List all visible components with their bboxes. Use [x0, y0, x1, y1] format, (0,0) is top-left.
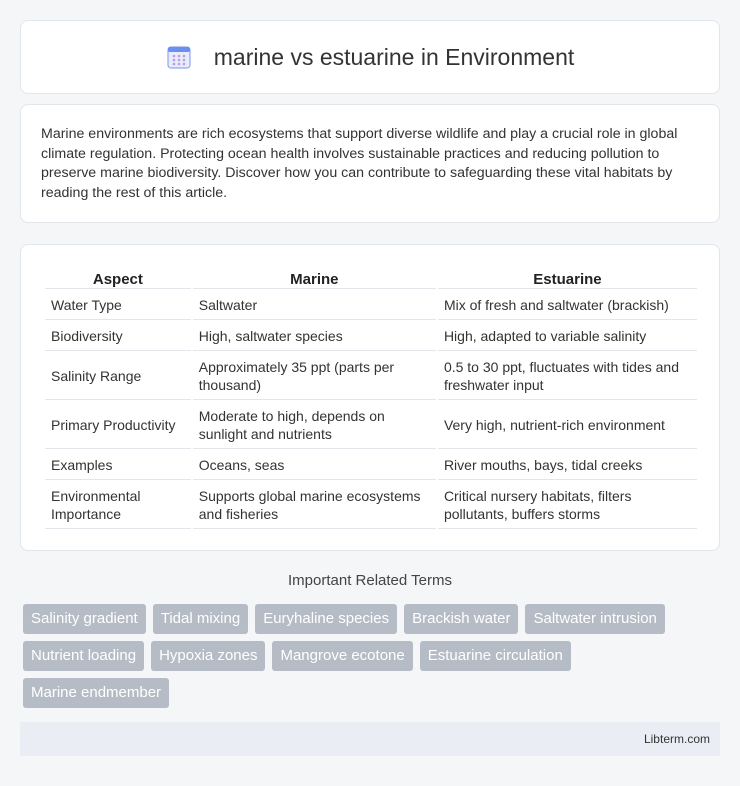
table-row [45, 451, 697, 480]
related-term-tag[interactable]: Marine endmember [23, 678, 169, 708]
footer-site-link[interactable]: Libterm.com [643, 732, 710, 746]
footer [20, 722, 720, 756]
table-cell: Salinity Range [45, 353, 191, 400]
table-cell: Approximately 35 ppt (parts per thousand) [193, 353, 436, 400]
table-cell: Mix of fresh and saltwater (brackish) [438, 291, 697, 320]
table-cell: Examples [45, 451, 191, 480]
table-row [45, 291, 697, 320]
header-aspect: Aspect [45, 267, 191, 289]
related-term-tag[interactable]: Brackish water [404, 604, 518, 634]
table-cell: Critical nursery habitats, filters pollutants, buffers storms [438, 482, 697, 529]
table-row [45, 353, 697, 400]
table-row [45, 402, 697, 449]
related-term-tag[interactable]: Nutrient loading [23, 641, 144, 671]
table-header-row [45, 267, 697, 289]
table-cell: Very high, nutrient-rich environment [438, 402, 697, 449]
comparison-table [43, 265, 699, 531]
related-term-tag[interactable]: Estuarine circulation [420, 641, 571, 671]
related-term-tag[interactable]: Saltwater intrusion [525, 604, 664, 634]
related-terms-list [23, 604, 723, 708]
header-estuarine: Estuarine [438, 267, 697, 289]
intro-text: Marine environments are rich ecosystems that support diverse wildlife and play a crucial role in global climate regulation. Protecting ocean health involves sustainable practices and reducing pollution to preserve marine biodiversity. Discover how you can contribute to safeguarding these vital habitats by reading the rest of this article. [41, 126, 678, 201]
related-term-tag[interactable]: Mangrove ecotone [272, 641, 412, 671]
table-cell: 0.5 to 30 ppt, fluctuates with tides and freshwater input [438, 353, 697, 400]
header-card [20, 20, 720, 94]
related-term-tag[interactable]: Hypoxia zones [151, 641, 265, 671]
table-cell: Saltwater [193, 291, 436, 320]
table-cell: High, adapted to variable salinity [438, 322, 697, 351]
calendar-icon [166, 44, 192, 70]
table-cell: Primary Productivity [45, 402, 191, 449]
table-cell: River mouths, bays, tidal creeks [438, 451, 697, 480]
table-cell: Oceans, seas [193, 451, 436, 480]
table-cell: Supports global marine ecosystems and fisheries [193, 482, 436, 529]
page-title: marine vs estuarine in Environment [213, 43, 575, 70]
table-cell: Moderate to high, depends on sunlight and nutrients [193, 402, 436, 449]
table-cell: High, saltwater species [193, 322, 436, 351]
related-term-tag[interactable]: Euryhaline species [255, 604, 397, 634]
related-term-tag[interactable]: Tidal mixing [153, 604, 248, 634]
intro-card [20, 104, 720, 223]
table-row [45, 482, 697, 529]
header-marine: Marine [193, 267, 436, 289]
table-cell: Environmental Importance [45, 482, 191, 529]
table-cell: Biodiversity [45, 322, 191, 351]
related-terms-title: Important Related Terms [288, 572, 452, 589]
comparison-card [20, 244, 720, 551]
related-term-tag[interactable]: Salinity gradient [23, 604, 146, 634]
table-cell: Water Type [45, 291, 191, 320]
table-row [45, 322, 697, 351]
